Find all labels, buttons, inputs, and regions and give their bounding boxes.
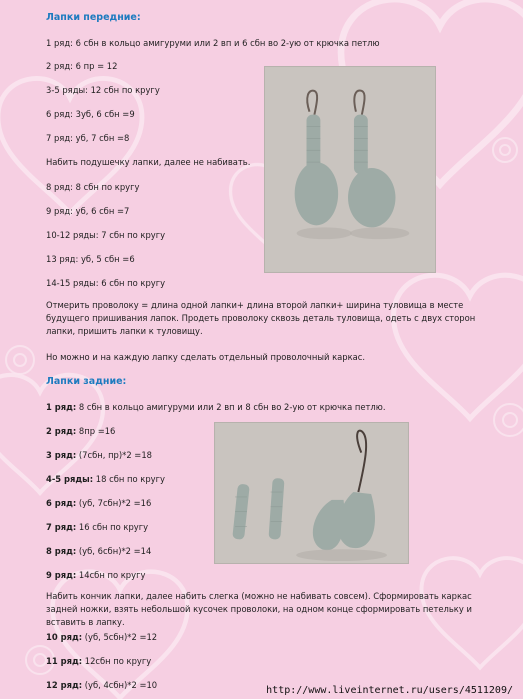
back-row-8: 9 ряд: 14сбн по кругу: [46, 570, 146, 580]
front-row-10: 13 ряд: уб, 5 сбн =6: [46, 254, 135, 264]
back-row-7: 8 ряд: (уб, 6сбн)*2 =14: [46, 546, 152, 556]
front-row-3: 3-5 ряды: 12 сбн по кругу: [46, 85, 160, 95]
back-row-10: 10 ряд: (уб, 5сбн)*2 =12: [46, 632, 158, 642]
front-row-2: 2 ряд: 6 пр = 12: [46, 61, 118, 71]
back-row-4: 4-5 ряды: 18 сбн по кругу: [46, 474, 165, 484]
back-row-3: 3 ряд: (7сбн, пр)*2 =18: [46, 450, 152, 460]
front-legs-photo: [264, 66, 436, 273]
back-row-11: 11 ряд: 12сбн по кругу: [46, 656, 152, 666]
front-wire-instructions: Отмерить проволоку = длина одной лапки+ длина второй лапки+ ширина туловища в месте будущего пришивания лапок. Продеть проволоку сквозь деталь туловища, одеть с двух сторон лапки, пришить лапки к туловищу.: [46, 300, 476, 336]
front-row-8: 9 ряд: уб, 6 сбн =7: [46, 206, 130, 216]
back-legs-heading: Лапки задние:: [46, 376, 127, 387]
front-row-7: 8 ряд: 8 сбн по кругу: [46, 182, 140, 192]
back-row-6: 7 ряд: 16 сбн по кругу: [46, 522, 149, 532]
front-legs-heading: Лапки передние:: [46, 12, 141, 23]
front-row-11: 14-15 ряды: 6 сбн по кругу: [46, 278, 166, 288]
front-row-5: 7 ряд: уб, 7 сбн =8: [46, 133, 130, 143]
back-legs-photo: [214, 422, 409, 564]
crochet-back-legs-image: [215, 423, 408, 563]
back-row-2: 2 ряд: 8пр =16: [46, 426, 116, 436]
front-row-6: Набить подушечку лапки, далее не набивать.: [46, 157, 251, 167]
front-row-9: 10-12 ряды: 7 сбн по кругу: [46, 230, 166, 240]
back-row-1: 1 ряд: 8 сбн в кольцо амигуруми или 2 вп и 8 сбн во 2-ую от крючка петлю.: [46, 402, 386, 412]
back-row-5: 6 ряд: (уб, 7сбн)*2 =16: [46, 498, 152, 508]
crochet-front-legs-image: [265, 67, 435, 272]
source-url-watermark: http://www.liveinternet.ru/users/4511209/: [266, 685, 513, 696]
back-row-12: 12 ряд: (уб, 4сбн)*2 =10: [46, 680, 158, 690]
front-row-1: 1 ряд: 6 сбн в кольцо амигуруми или 2 вп и 6 сбн во 2-ую от крючка петлю: [46, 38, 380, 48]
back-stuffing-instructions: Набить кончик лапки, далее набить слегка (можно не набивать совсем). Сформировать каркас задней ножки, взять небольшой кусочек проволоки, на одном конце сформировать петельку и вставить в лапку.: [46, 591, 472, 627]
front-wire-alternative: Но можно и на каждую лапку сделать отдельный проволочный каркас.: [46, 352, 366, 362]
front-row-4: 6 ряд: 3уб, 6 сбн =9: [46, 109, 135, 119]
